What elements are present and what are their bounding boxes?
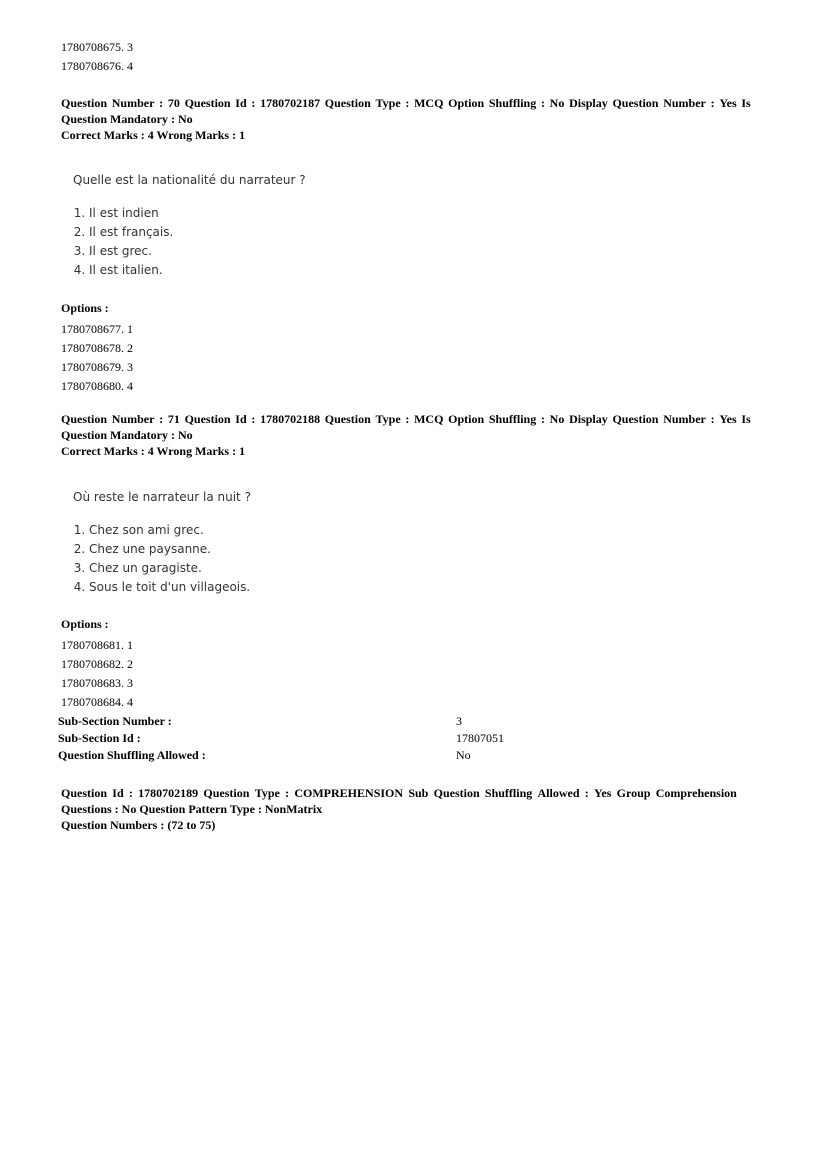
question-71-options bbox=[61, 617, 133, 712]
comprehension-line1: Question Id : 1780702189 Question Type : COMPREHENSION Sub Question Shuffling Allowed : Yes Group Comprehension bbox=[61, 786, 737, 800]
option-line: 1780708675. 3 bbox=[61, 40, 133, 54]
question-71-marks: Correct Marks : 4 Wrong Marks : 1 bbox=[61, 444, 246, 458]
subsection-shuffle-label: Question Shuffling Allowed : bbox=[58, 748, 206, 762]
question-70-header bbox=[61, 95, 751, 143]
subsection-shuffle-value: No bbox=[456, 748, 471, 762]
choice-item: 2. Il est français. bbox=[89, 223, 306, 242]
question-70-options bbox=[61, 301, 133, 396]
option-line: 1780708683. 3 bbox=[61, 676, 133, 690]
options-title: Options : bbox=[61, 617, 109, 631]
option-line: 1780708676. 4 bbox=[61, 59, 133, 73]
option-line: 1780708680. 4 bbox=[61, 379, 133, 393]
subsection-id-row bbox=[58, 730, 618, 747]
option-line: 1780708684. 4 bbox=[61, 695, 133, 709]
subsection-shuffle-row bbox=[58, 747, 618, 764]
question-70-header-line1: Question Number : 70 Question Id : 1780702187 Question Type : MCQ Option Shuffling : No Display Question Number : Yes Is bbox=[61, 96, 751, 110]
subsection-info bbox=[58, 713, 618, 764]
question-71-choices bbox=[73, 521, 251, 597]
choice-item: 4. Sous le toit d'un villageois. bbox=[89, 578, 251, 597]
options-title: Options : bbox=[61, 301, 109, 315]
comprehension-line2: Questions : No Question Pattern Type : NonMatrix bbox=[61, 802, 323, 816]
comprehension-question-numbers: Question Numbers : (72 to 75) bbox=[61, 818, 216, 832]
question-70-mandatory: Question Mandatory : No bbox=[61, 112, 193, 126]
choice-item: 3. Il est grec. bbox=[89, 242, 306, 261]
subsection-number-value: 3 bbox=[456, 714, 462, 728]
choice-item: 4. Il est italien. bbox=[89, 261, 306, 280]
option-line: 1780708677. 1 bbox=[61, 322, 133, 336]
option-line: 1780708681. 1 bbox=[61, 638, 133, 652]
choice-item: 2. Chez une paysanne. bbox=[89, 540, 251, 559]
choice-item: 1. Il est indien bbox=[89, 204, 306, 223]
question-70-prompt: Quelle est la nationalité du narrateur ? bbox=[73, 173, 306, 187]
question-70-body bbox=[73, 172, 306, 280]
question-71-header-line1: Question Number : 71 Question Id : 1780702188 Question Type : MCQ Option Shuffling : No Display Question Number : Yes Is bbox=[61, 412, 751, 426]
choice-item: 3. Chez un garagiste. bbox=[89, 559, 251, 578]
question-70-choices bbox=[73, 204, 306, 280]
comprehension-header bbox=[61, 785, 737, 833]
question-70-marks: Correct Marks : 4 Wrong Marks : 1 bbox=[61, 128, 246, 142]
subsection-number-row bbox=[58, 713, 618, 730]
subsection-id-label: Sub-Section Id : bbox=[58, 731, 141, 745]
option-line: 1780708682. 2 bbox=[61, 657, 133, 671]
subsection-number-label: Sub-Section Number : bbox=[58, 714, 172, 728]
choice-item: 1. Chez son ami grec. bbox=[89, 521, 251, 540]
question-71-prompt: Où reste le narrateur la nuit ? bbox=[73, 490, 251, 504]
question-71-header bbox=[61, 411, 751, 459]
question-71-body bbox=[73, 489, 251, 597]
option-line: 1780708679. 3 bbox=[61, 360, 133, 374]
subsection-id-value: 17807051 bbox=[456, 731, 504, 745]
option-line: 1780708678. 2 bbox=[61, 341, 133, 355]
question-71-mandatory: Question Mandatory : No bbox=[61, 428, 193, 442]
